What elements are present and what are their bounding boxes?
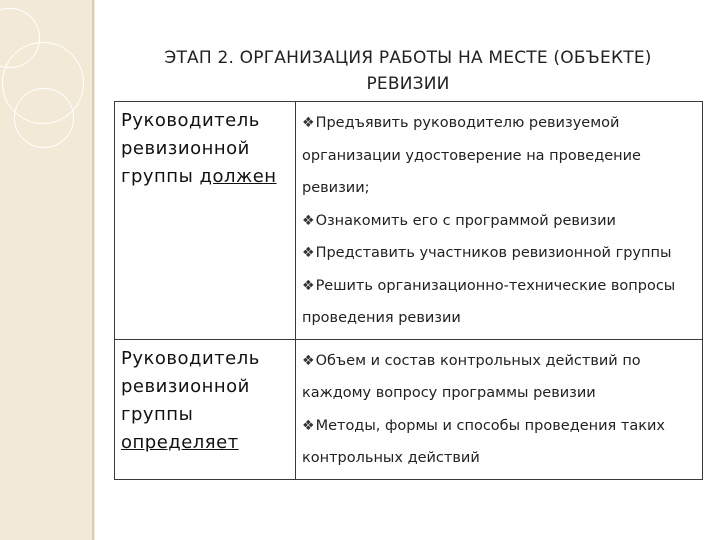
list-item-continuation: контрольных действий (302, 450, 480, 466)
row-2-heading (115, 339, 296, 479)
slide-title (128, 45, 688, 97)
decorative-circle (14, 88, 74, 148)
table-row (115, 102, 703, 340)
list-item-text: Предъявить руководителю ревизуемой (315, 115, 620, 131)
row-1-items (296, 102, 703, 340)
heading-line (121, 163, 295, 191)
heading-keyword-underlined: должен (199, 166, 277, 187)
bullet-diamond-icon: ❖ (302, 352, 315, 369)
list-item-text: Объем и состав контрольных действий по (315, 352, 641, 369)
decorative-side-band (0, 0, 95, 540)
list-item-text: Представить участников ревизионной группы (315, 245, 672, 261)
bullet-diamond-icon: ❖ (302, 417, 315, 434)
row-2-items (296, 339, 703, 479)
heading-line: ревизионной (121, 375, 250, 397)
bullet-diamond-icon: ❖ (302, 115, 315, 131)
list-item (302, 107, 696, 140)
list-item (302, 205, 696, 238)
heading-line: ревизионной (121, 138, 250, 159)
slide-title-line-1: ЭТАП 2. ОРГАНИЗАЦИЯ РАБОТЫ НА МЕСТЕ (ОБЪЕКТЕ) (164, 48, 652, 68)
list-item (302, 345, 696, 378)
heading-line: Руководитель (121, 110, 260, 131)
heading-line: Руководитель (121, 347, 260, 369)
list-item-text: Ознакомить его с программой ревизии (315, 212, 616, 229)
responsibilities-table (114, 101, 703, 480)
bullet-diamond-icon: ❖ (302, 212, 315, 229)
list-item (302, 237, 696, 270)
row-1-heading (115, 102, 296, 340)
heading-line: группы (121, 403, 194, 425)
bullet-diamond-icon: ❖ (302, 277, 315, 294)
side-divider (92, 0, 94, 540)
bullet-diamond-icon: ❖ (302, 245, 315, 261)
slide-title-line-2: РЕВИЗИИ (366, 74, 450, 94)
list-item-continuation: организации удостоверение на проведение (302, 147, 641, 164)
table-row (115, 339, 703, 479)
list-item-continuation: ревизии; (302, 180, 370, 196)
list-item-continuation: каждому вопросу программы ревизии (302, 385, 596, 401)
heading-keyword-underlined: определяет (121, 431, 239, 453)
list-item-text: Решить организационно-технические вопросы (315, 277, 676, 294)
heading-text: группы (121, 166, 200, 187)
list-item (302, 270, 696, 303)
list-item (302, 410, 696, 443)
list-item-continuation: проведения ревизии (302, 310, 461, 326)
list-item-text: Методы, формы и способы проведения таких (315, 417, 665, 434)
